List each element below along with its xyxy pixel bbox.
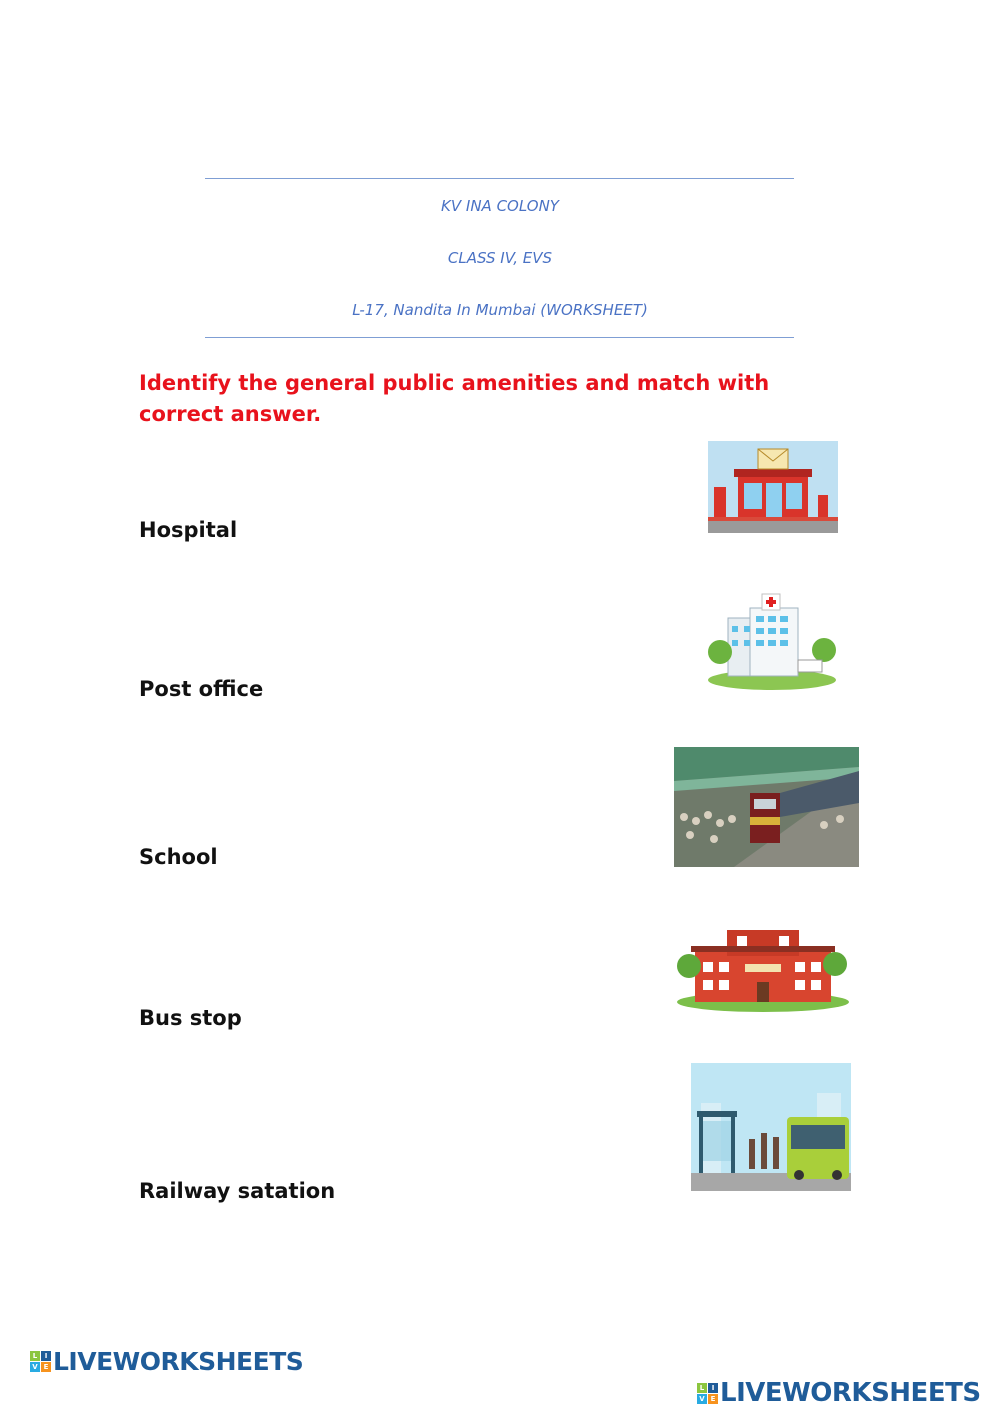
header-top-rule — [205, 178, 794, 179]
label-railway-station[interactable]: Railway satation — [139, 1179, 336, 1203]
hospital-image[interactable] — [706, 590, 838, 696]
brand-text-left: LIVEWORKSHEETS — [53, 1347, 304, 1376]
bus-stop-image[interactable] — [691, 1063, 851, 1201]
liveworksheets-mark-icon: L I V E — [30, 1351, 51, 1372]
brand-text-right: LIVEWORKSHEETS — [720, 1378, 981, 1408]
instruction-text: Identify the general public amenities and match with correct answer. — [139, 371, 770, 426]
school-name: KV INA COLONY — [441, 197, 559, 215]
liveworksheets-logo-right — [697, 1378, 981, 1408]
liveworksheets-mark-icon: L I V E — [697, 1383, 718, 1404]
lesson-title: L-17, Nandita In Mumbai (WORKSHEET) — [352, 301, 648, 319]
header-bottom-rule — [205, 337, 794, 338]
school-image[interactable] — [675, 918, 850, 1026]
post-office-image[interactable] — [708, 441, 838, 533]
label-post-office[interactable]: Post office — [139, 677, 264, 701]
class-subject: CLASS IV, EVS — [447, 249, 553, 267]
liveworksheets-logo-left — [30, 1347, 303, 1376]
label-hospital[interactable]: Hospital — [139, 518, 238, 542]
label-school[interactable]: School — [139, 845, 218, 869]
label-bus-stop[interactable]: Bus stop — [139, 1006, 242, 1030]
railway-station-image[interactable] — [674, 747, 859, 867]
